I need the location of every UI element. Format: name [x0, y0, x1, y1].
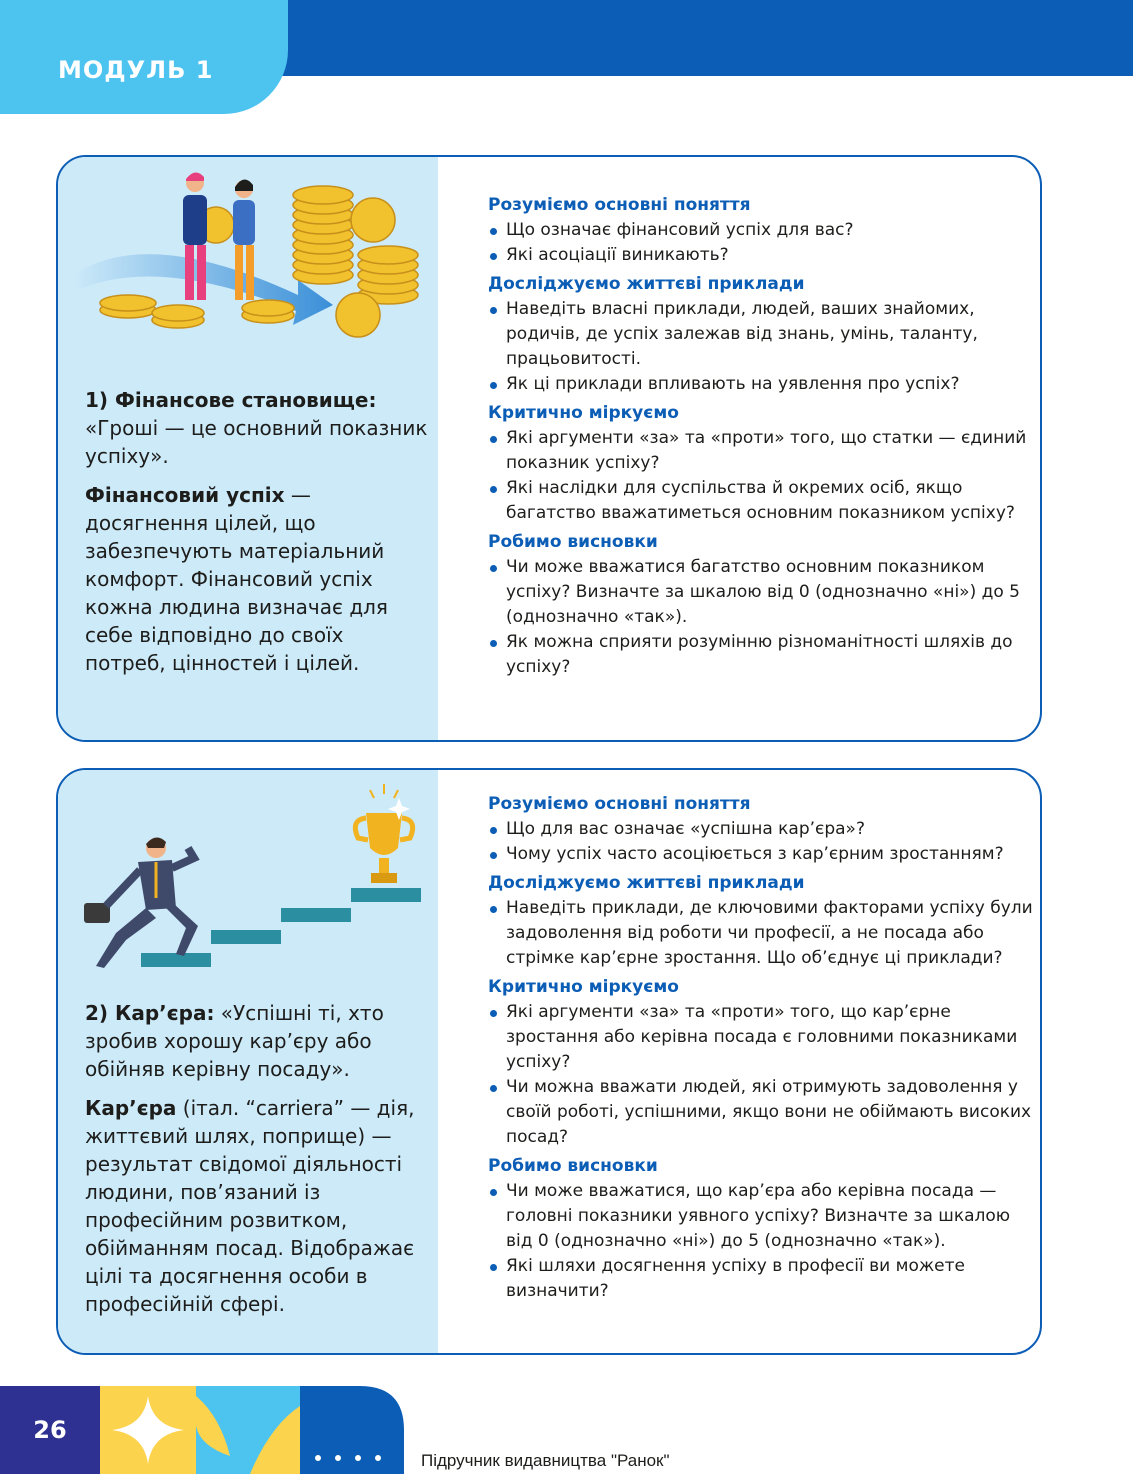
question-section — [488, 272, 1040, 397]
card-financial-questions — [488, 157, 1040, 740]
module-label: МОДУЛЬ 1 — [58, 56, 214, 84]
card-career-questions — [488, 770, 1040, 1353]
card-career-quote: «Успішні ті, хто зробив хорошу кар’єру або обійняв керівну посаду». — [85, 1001, 384, 1081]
card-career-title: 2) Кар’єра: — [85, 1001, 215, 1025]
list-item: Як ці приклади впливають на уявлення про успіх? — [488, 372, 1040, 397]
card-career-left-text — [85, 999, 430, 1329]
card-career-term: Кар’єра — [85, 1096, 177, 1120]
list-item: Які наслідки для суспільства й окремих осіб, якщо багатство вважатиметься основним показником успіху? — [488, 476, 1040, 526]
list-item: Що означає фінансовий успіх для вас? — [488, 218, 1040, 243]
card-financial-left-panel — [58, 157, 438, 740]
list-item: Наведіть приклади, де ключовими факторами успіху були задоволення від роботи чи професії, а не посада або стрімке кар’єрне зростання. Що об’єднує ці приклади? — [488, 896, 1040, 971]
trophy-icon — [355, 784, 412, 883]
question-section — [488, 530, 1040, 680]
card-financial-quote: «Гроші — це основний показник успіху». — [85, 416, 428, 468]
publisher-credit: Підручник видавництва "Ранок" — [421, 1451, 670, 1470]
question-section — [488, 193, 1040, 268]
list-item: Чи може вважатися, що кар’єра або керівна посада — головні показники уявного успіху? Визначте за шкалою від 0 (однозначно «ні») до 5 (однозначно «так»). — [488, 1179, 1040, 1254]
list-item: Які аргументи «за» та «проти» того, що кар’єрне зростання або керівна посада є головними показниками успіху? — [488, 1000, 1040, 1075]
section-title: Розуміємо основні поняття — [488, 794, 751, 814]
card-financial-left-text — [85, 386, 430, 688]
list-item: Які шляхи досягнення успіху в професії ви можете визначити? — [488, 1254, 1040, 1304]
career-stairs-illustration — [76, 778, 426, 978]
coins-people-illustration — [68, 165, 428, 345]
question-section — [488, 975, 1040, 1150]
card-career-left-panel — [58, 770, 438, 1353]
section-title: Розуміємо основні поняття — [488, 195, 751, 215]
list-item: Що для вас означає «успішна кар’єра»? — [488, 817, 1040, 842]
card-financial-term: Фінансовий успіх — [85, 483, 285, 507]
section-title: Робимо висновки — [488, 532, 658, 552]
list-item: Як можна сприяти розумінню різноманітності шляхів до успіху? — [488, 630, 1040, 680]
question-section — [488, 1154, 1040, 1304]
page-number: 26 — [33, 1416, 67, 1444]
section-title: Критично міркуємо — [488, 977, 679, 997]
card-career-definition: (італ. “carriera” — дія, життєвий шлях, поприще) — результат свідомої діяльності людини, пов’язаний із професійним розвитком, обійманням посад. Відображає цілі та досягнення особи в професійній сфері. — [85, 1096, 415, 1316]
question-section — [488, 871, 1040, 971]
question-section — [488, 792, 1040, 867]
section-title: Досліджуємо життєві приклади — [488, 274, 805, 294]
section-title: Робимо висновки — [488, 1156, 658, 1176]
card-financial-definition: — досягнення цілей, що забезпечують матеріальний комфорт. Фінансовий успіх кожна людина визначає для себе відповідно до своїх потреб, цінностей і цілей. — [85, 483, 388, 675]
card-financial-title: 1) Фінансове становище: — [85, 388, 377, 412]
list-item: Які аргументи «за» та «проти» того, що статки — єдиний показник успіху? — [488, 426, 1040, 476]
list-item: Чи можна вважати людей, які отримують задоволення у своїй роботі, успішними, якщо вони не обіймають високих посад? — [488, 1075, 1040, 1150]
section-title: Досліджуємо життєві приклади — [488, 873, 805, 893]
list-item: Наведіть власні приклади, людей, ваших знайомих, родичів, де успіх залежав від знань, умінь, таланту, працьовитості. — [488, 297, 1040, 372]
list-item: Чи може вважатися багатство основним показником успіху? Визначте за шкалою від 0 (однозначно «ні») до 5 (однозначно «так»). — [488, 555, 1040, 630]
section-title: Критично міркуємо — [488, 403, 679, 423]
card-financial — [56, 155, 1042, 742]
list-item: Які асоціації виникають? — [488, 243, 1040, 268]
footer-decoration — [100, 1386, 404, 1474]
question-section — [488, 401, 1040, 526]
card-career — [56, 768, 1042, 1355]
list-item: Чому успіх часто асоціюється з кар’єрним зростанням? — [488, 842, 1040, 867]
